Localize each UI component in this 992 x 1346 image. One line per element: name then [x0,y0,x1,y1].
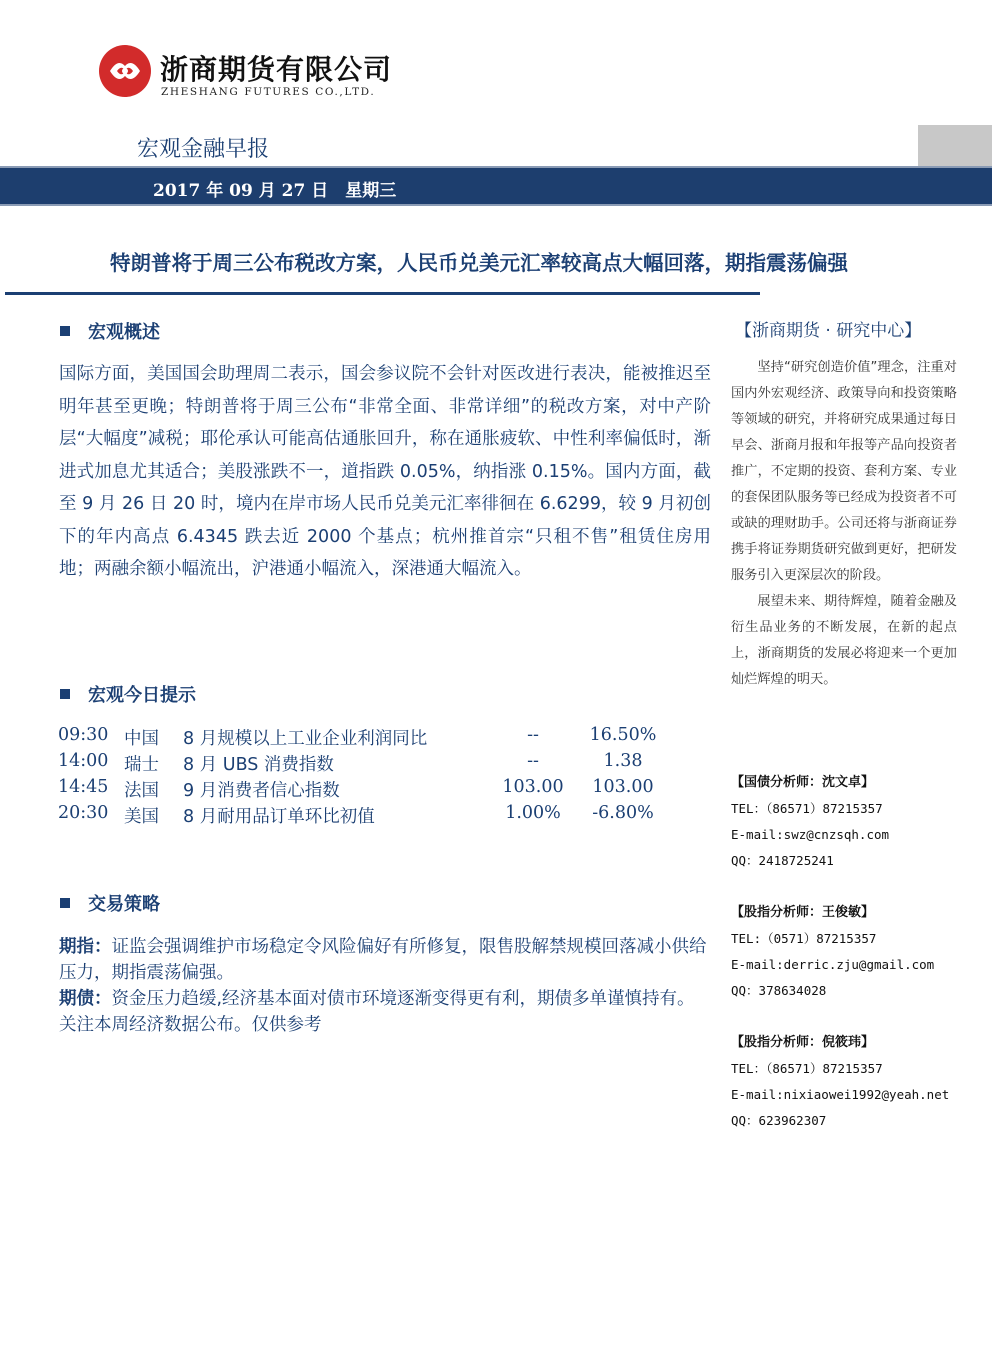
calendar-event: 8 月规模以上工业企业利润同比 [183,729,428,749]
calendar-time: 14:00 [58,751,109,771]
overview-paragraph [59,358,711,586]
calendar-event: 9 月消费者信心指数 [183,781,340,801]
report-date: 2017 年 09 月 27 日 星期三 [153,181,397,201]
section-heading-overview: 宏观概述 [60,318,160,344]
sidebar-title: 【浙商期货 · 研究中心】 [735,321,922,341]
overview-text: 国际方面，美国国会助理周二表示，国会参议院不会针对医改进行表决，能被推迟至明年甚至更晚；特朗普将于周三公布“非常全面、非常详细”的税改方案，对中产阶层“大幅度”减税；耶伦承认可能高估通胀回升，称在通胀疲软、中性利率偏低时，渐进式加息尤其适合；美股涨跌不一，道指跌 0.05%，纳指涨 0.15%。国内方面，截至 9 月 26 日 20 时，境内在岸市场人民币兑美元汇率徘徊在 6.6299，较 9 月初创下的年内高点 6.4345 跌去近 2000 个基点；杭州推首宗“只租不售”租赁住房用地；两融余额小幅流出，沪港通小幅流入，深港通大幅流入。 [59,364,711,579]
company-logo-icon [98,44,152,98]
strategy-text: 证监会强调维护市场稳定令风险偏好有所修复，限售股解禁规模回落减小供给压力，期指震荡偏强。 [59,937,707,983]
date-band [0,166,992,206]
strategy-block [59,934,711,1038]
analyst-tel: TEL：（86571）87215357 [731,801,883,816]
calendar-forecast: 103.00 [592,777,654,797]
analyst-contact [731,900,934,1004]
headline-rule [5,292,760,295]
analyst-tel: TEL：（86571）87215357 [731,1061,883,1076]
analyst-qq: QQ：623962307 [731,1113,827,1128]
analyst-name: 【股指分析师：倪筱玮】 [731,1035,875,1050]
analyst-name: 【国债分析师：沈文卓】 [731,775,875,790]
calendar-previous: 1.00% [505,803,561,823]
calendar-country: 美国 [124,807,159,827]
analyst-contact [731,770,889,874]
bullet-square-icon [60,326,70,336]
calendar-forecast: -6.80% [592,803,654,823]
report-type-title: 宏观金融早报 [137,137,270,162]
calendar-forecast: 16.50% [589,725,657,745]
strategy-label: 期指： [59,937,112,957]
sidebar-paragraph: 坚持“研究创造价值”理念，注重对国内外宏观经济、政策导向和投资策略等领域的研究，并将研究成果通过每日早会、浙商月报和年报等产品向投资者推广，不定期的投资、套利方案、专业的套保团队服务等已经成为投资者不可或缺的理财助手。公司还将与浙商证券携手将证券期货研究做到更好，把研发服务引入更深层次的阶段。 [731,360,957,583]
calendar-event: 8 月 UBS 消费指数 [183,755,334,775]
calendar-previous: -- [527,751,539,771]
calendar-forecast: 1.38 [603,751,643,771]
calendar-time: 20:30 [58,803,109,823]
analyst-email[interactable]: E-mail:derric.zju@gmail.com [731,957,935,972]
calendar-country: 中国 [124,729,159,749]
analyst-contact [731,1030,949,1134]
strategy-item-index-futures [59,934,711,986]
analyst-qq: QQ：2418725241 [731,853,834,868]
bullet-square-icon [60,689,70,699]
analyst-email[interactable]: E-mail:swz@cnzsqh.com [731,827,890,842]
headline: 特朗普将于周三公布税改方案，人民币兑美元汇率较高点大幅回落，期指震荡偏强 [110,251,848,275]
analyst-tel: TEL:（0571）87215357 [731,931,877,946]
company-name-en: ZHESHANG FUTURES CO.,LTD. [161,86,376,98]
calendar-country: 法国 [124,781,159,801]
calendar-country: 瑞士 [124,755,159,775]
company-name-cn: 浙商期货有限公司 [160,53,393,86]
calendar-previous: 103.00 [502,777,564,797]
analyst-name: 【股指分析师：王俊敏】 [731,905,875,920]
header-gray-block [918,125,992,166]
bullet-square-icon [60,898,70,908]
strategy-label: 期债： [59,989,112,1009]
section-heading-strategy: 交易策略 [60,890,160,916]
strategy-item-bond-futures [59,986,711,1038]
analyst-email[interactable]: E-mail:nixiaowei1992@yeah.net [731,1087,950,1102]
strategy-text: 资金压力趋缓,经济基本面对债市环境逐渐变得更有利，期债多单谨慎持有。关注本周经济数据公布。仅供参考 [59,989,695,1035]
calendar-time: 09:30 [58,725,109,745]
section-heading-calendar: 宏观今日提示 [60,681,196,707]
analyst-qq: QQ：378634028 [731,983,827,998]
calendar-time: 14:45 [58,777,109,797]
sidebar-paragraph: 展望未来、期待辉煌，随着金融及衍生品业务的不断发展，在新的起点上，浙商期货的发展必将迎来一个更加灿烂辉煌的明天。 [731,594,957,687]
sidebar-intro [731,355,957,693]
calendar-event: 8 月耐用品订单环比初值 [183,807,375,827]
calendar-previous: -- [527,725,539,745]
